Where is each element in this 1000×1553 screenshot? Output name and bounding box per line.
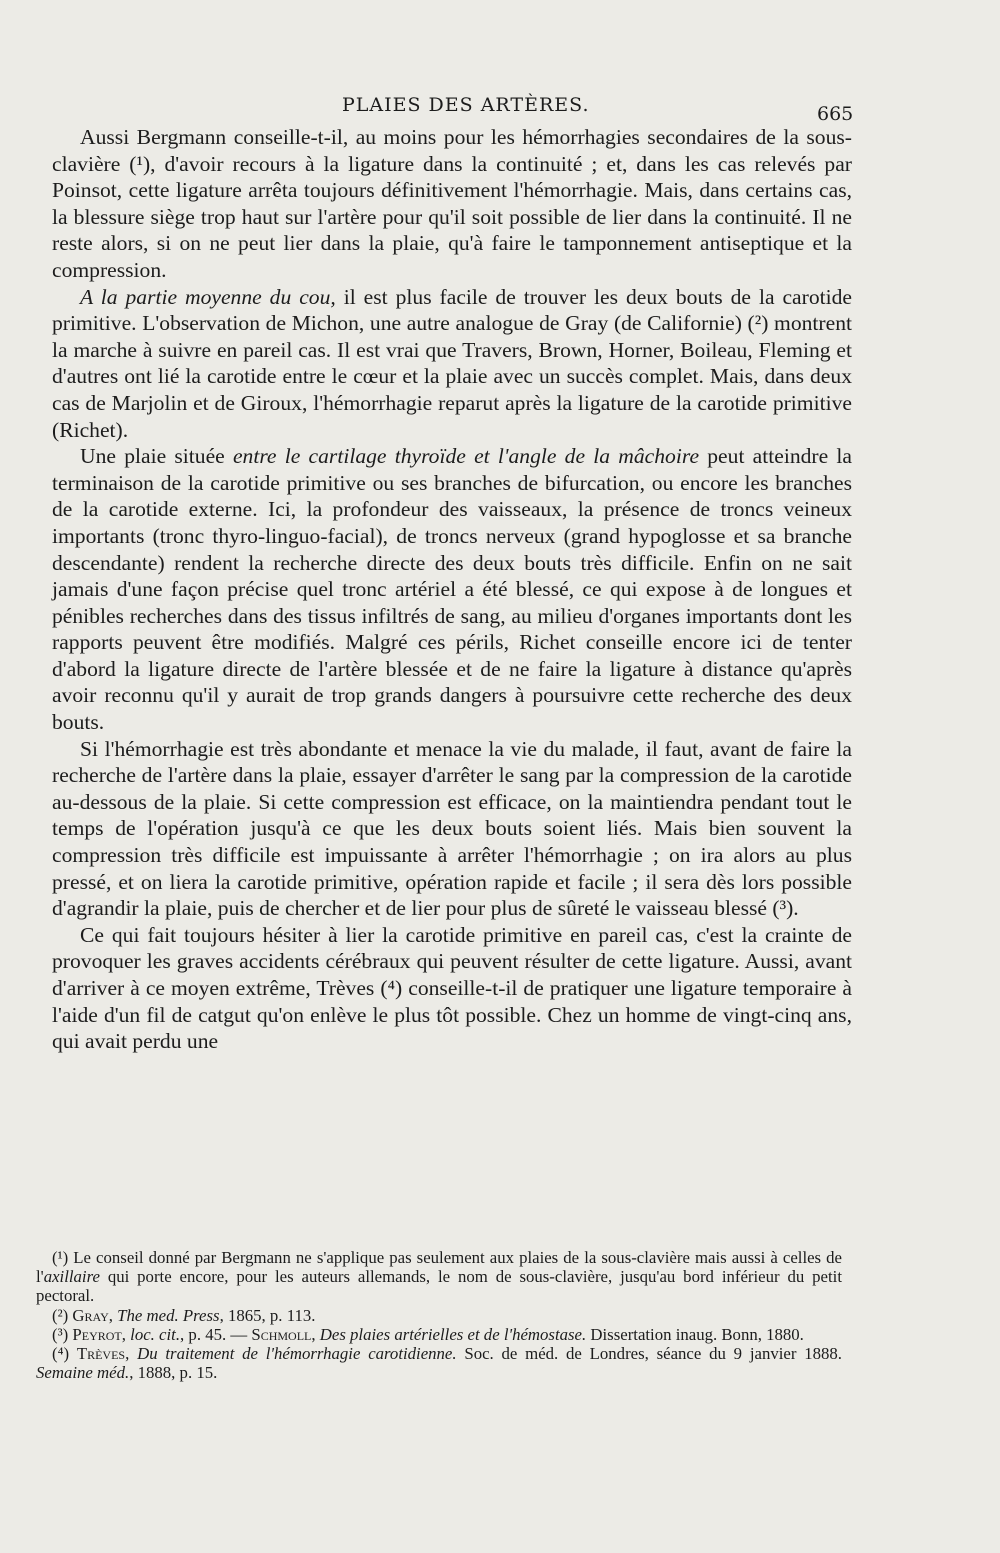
footnote-3: (³) Peyrot, loc. cit., p. 45. — Schmoll, Des plaies artérielles et de l'hémostase. Dissertation inaug. Bonn, 1880. bbox=[52, 1324, 804, 1344]
footnote-4-text2: , 1888, p. 15. bbox=[129, 1363, 218, 1383]
paragraph-5-text: Ce qui fait toujours hésiter à lier la carotide primitive en pareil cas, c'est la crainte de provoquer les graves accidents cérébraux qui peuvent résulter de cette ligature. Aussi, avant d'arriver à ce moyen extrême, Trèves (⁴) conseille-t-il de pratiquer une ligature temporaire à l'aide d'un fil de catgut qu'on enlève le plus tôt possible. Chez un homme de vingt-cinq ans, qui avait perdu une bbox=[52, 922, 852, 1054]
footnote-2-mark: (²) bbox=[52, 1305, 69, 1325]
footnote-3-italic: loc. cit. bbox=[130, 1324, 181, 1344]
footnote-3-text: , p. 45. — bbox=[180, 1324, 252, 1344]
footnote-3-author2: Schmoll bbox=[251, 1324, 312, 1344]
footnote-1-italic: axillaire bbox=[43, 1267, 100, 1287]
footnote-3-mark: (³) bbox=[52, 1324, 69, 1344]
footnote-3-text2: Dissertation inaug. Bonn, 1880. bbox=[586, 1324, 804, 1344]
footnote-2-italic: The med. Press bbox=[117, 1305, 220, 1325]
footnote-2-author: Gray bbox=[72, 1305, 109, 1325]
footnote-1-mark: (¹) bbox=[52, 1248, 69, 1267]
paragraph-1 bbox=[52, 124, 852, 284]
footnote-4-author: Trèves bbox=[76, 1344, 126, 1364]
footnote-3-italic2: Des plaies artérielles et de l'hémostase. bbox=[319, 1324, 587, 1344]
paragraph-4 bbox=[52, 736, 852, 922]
paragraph-4-text: Si l'hémorrhagie est très abondante et menace la vie du malade, il faut, avant de faire la recherche de l'artère dans la plaie, essayer d'arrêter le sang par la compression de la carotide au-dessous de la plaie. Si cette compression est efficace, on la maintiendra pendant tout le temps de l'opération jusqu'à ce que les deux bouts soient liés. Mais bien souvent la compression très difficile est impuissante à arrêter l'hémorrhagie ; on ira alors au plus pressé, et on liera la carotide primitive, opération rapide et facile ; il sera dès lors possible d'agrandir la plaie, puis de chercher et de lier pour plus de sûreté le vaisseau blessé (³). bbox=[52, 736, 852, 921]
paragraph-1-text: Aussi Bergmann conseille-t-il, au moins pour les hémorrhagies secondaires de la sous-clavière (¹), d'avoir recours à la ligature dans la continuité ; et, dans les cas relevés par Poinsot, cette ligature arrêta toujours définitivement l'hémorrhagie. Mais, dans certains cas, la blessure siège trop haut sur l'artère pour qu'il soit possible de lier dans la continuité. Il ne reste alors, si on ne peut lier dans la plaie, qu'à faire le tamponnement antiseptique et la compression. bbox=[52, 125, 852, 282]
body-text bbox=[52, 124, 852, 1055]
paragraph-5 bbox=[52, 922, 852, 1055]
footnotes bbox=[36, 1248, 842, 1382]
footnote-4: (⁴) Trèves, Du traitement de l'hémorrhagie carotidienne. Soc. de méd. de Londres, séance du 9 janvier 1888. Semaine méd., 1888, p. 15. bbox=[36, 1344, 842, 1383]
paragraph-2 bbox=[52, 284, 852, 444]
paragraph-3-text: peut atteindre la terminaison de la carotide primitive ou ses branches de bifurcation, ou encore les branches de la carotide externe. Ici, la profondeur des vaisseaux, la présence de troncs veineux importants (tronc thyro-linguo-facial), de troncs nerveux (grand hypoglosse et sa branche descendante) rendent la recherche directe des deux bouts très difficile. Enfin on ne sait jamais d'une façon précise quel tronc artériel a été blessé, ce qui expose à de longues et pénibles recherches dans des tissus infiltrés de sang, au milieu d'organes importants dont les rapports peuvent être modifiés. Malgré ces périls, Richet conseille encore ici de tenter d'abord la ligature directe de l'artère blessée et de ne faire la ligature à distance qu'après avoir reconnu qu'il y aurait de trop grands dangers à poursuivre cette recherche des deux bouts. bbox=[52, 444, 852, 735]
footnote-4-mark: (⁴) bbox=[52, 1344, 70, 1364]
footnote-2-text: , 1865, p. 113. bbox=[219, 1305, 316, 1325]
footnote-1-text-a: Le conseil donné par Bergmann ne s'applique pas seulement aux plaies de la sous-clavière mais aussi à celles de l' bbox=[36, 1248, 842, 1287]
footnote-1 bbox=[36, 1248, 842, 1306]
paragraph-3-italic: entre le cartilage thyroïde et l'angle de la mâchoire bbox=[232, 444, 700, 469]
paragraph-2-text: il est plus facile de trouver les deux bouts de la carotide primitive. L'observation de Michon, une autre analogue de Gray (de Californie) (²) montrent la marche à suivre en pareil cas. Il est vrai que Travers, Brown, Horner, Boileau, Fleming et d'autres ont lié la carotide entre le cœur et la plaie avec un succès complet. Mais, dans deux cas de Marjolin et de Giroux, l'hémorrhagie reparut après la ligature de la carotide primitive (Richet). bbox=[52, 284, 853, 442]
running-head: PLAIES DES ARTÈRES. bbox=[342, 94, 590, 116]
page-number: 665 bbox=[817, 103, 854, 125]
footnote-4-text: Soc. de méd. de Londres, séance du 9 janvier 1888. bbox=[456, 1344, 842, 1364]
paragraph-3-lead: Une plaie située bbox=[80, 444, 233, 469]
footnote-4-italic: Du traitement de l'hémorrhagie carotidienne. bbox=[137, 1344, 457, 1364]
paragraph-2-italic-lead: A la partie moyenne du cou, bbox=[80, 284, 336, 309]
footnote-3-author: Peyrot bbox=[72, 1324, 122, 1344]
footnote-2: (²) Gray, The med. Press, 1865, p. 113. bbox=[52, 1305, 316, 1325]
footnote-1-text-b: qui porte encore, pour les auteurs allemands, le nom de sous-clavière, jusqu'au bord inférieur du petit pectoral. bbox=[36, 1267, 842, 1306]
paragraph-3 bbox=[52, 443, 852, 736]
footnote-4-italic2: Semaine méd. bbox=[36, 1363, 130, 1383]
